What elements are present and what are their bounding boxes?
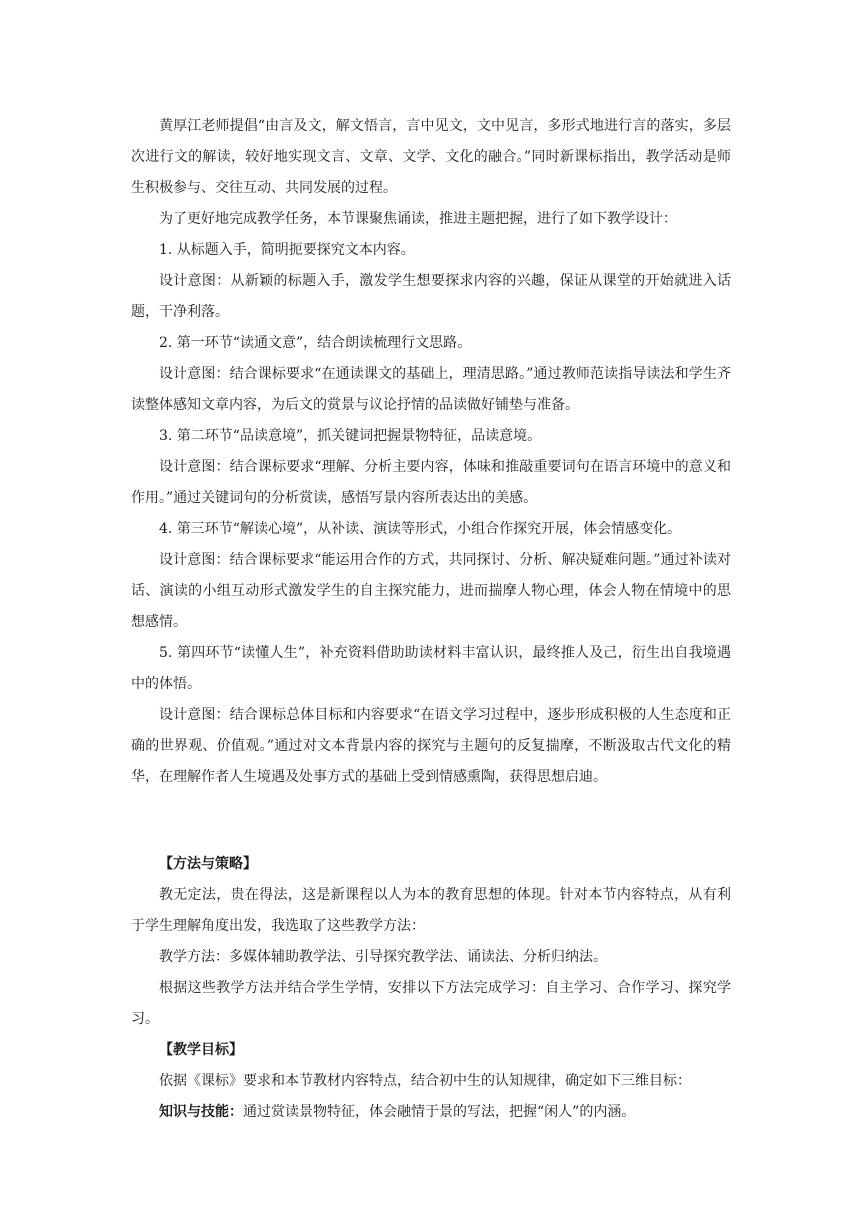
paragraph-goals-intro: 依据《课标》要求和本节教材内容特点，结合初中生的认知规律，确定如下三维目标： [159,1073,691,1089]
paragraph-intent-2: 设计意图：结合课标要求“在通读课文的基础上，理清思路。”通过教师范读指导读法和学生齐读整体感知文章内容，为后文的赏景与议论抒情的品读做好铺垫与准备。 [131,366,731,413]
section-heading-methods: 【方法与策略】 [159,856,257,872]
list-item-step-2: 2. 第一环节“读通文意”，结合朗读梳理行文思路。 [159,335,472,351]
paragraph-intro: 黄厚江老师提倡“由言及文，解文悟言，言中见文，文中见言，多形式地进行言的落实，多层次进行文的解读，较好地实现文言、文章、文学、文化的融合。”同时新课标指出，教学活动是师生积极参与、交往互动、共同发展的过程。 [131,118,731,196]
paragraph-intent-1: 设计意图：从新颖的标题入手，激发学生想要探求内容的兴趣，保证从课堂的开始就进入话题，干净利落。 [131,273,731,320]
section-heading-goals: 【教学目标】 [159,1042,243,1058]
paragraph-goals-knowledge [131,1097,731,1128]
paragraph-intent-3: 设计意图：结合课标要求“理解、分析主要内容，体味和推敲重要词句在语言环境中的意义和作用。”通过关键词句的分析赏读，感悟写景内容所表达出的美感。 [131,459,731,506]
list-item-step-5: 5. 第四环节“读懂人生”，补充资料借助助读材料丰富认识，最终推人及己，衍生出自我境遇中的体悟。 [131,645,731,692]
paragraph-intent-5: 设计意图：结合课标总体目标和内容要求“在语文学习过程中，逐步形成积极的人生态度和正确的世界观、价值观。”通过对文本背景内容的探究与主题句的反复揣摩，不断汲取古代文化的精华，在理解作者人生境遇及处事方式的基础上受到情感熏陶，获得思想启迪。 [131,707,731,785]
paragraph-methods-list: 教学方法：多媒体辅助教学法、引导探究教学法、诵读法、分析归纳法。 [159,949,607,965]
paragraph-methods-intro: 教无定法，贵在得法，这是新课程以人为本的教育思想的体现。针对本节内容特点，从有利于学生理解角度出发，我选取了这些教学方法： [131,887,731,934]
document-body [131,111,731,1128]
knowledge-text: 通过赏读景物特征，体会融情于景的写法，把握“闲人”的内涵。 [243,1104,636,1120]
paragraph-methods-learning: 根据这些教学方法并结合学生学情，安排以下方法完成学习：自主学习、合作学习、探究学习。 [131,980,731,1027]
knowledge-label: 知识与技能： [159,1104,243,1120]
section-spacer [131,793,731,849]
list-item-step-4: 4. 第三环节“解读心境”，从补读、演读等形式，小组合作探究开展，体会情感变化。 [159,521,682,537]
paragraph-intent-4: 设计意图：结合课标要求“能运用合作的方式，共同探讨、分析、解决疑难问题。”通过补读对话、演读的小组互动形式激发学生的自主探究能力，进而揣摩人物心理，体会人物在情境中的思想感情。 [131,552,731,630]
paragraph-design-lead: 为了更好地完成教学任务，本节课聚焦诵读，推进主题把握，进行了如下教学设计： [159,211,677,227]
list-item-step-1: 1. 从标题入手，简明扼要探究文本内容。 [159,242,415,258]
list-item-step-3: 3. 第二环节“品读意境”，抓关键词把握景物特征，品读意境。 [159,428,542,444]
